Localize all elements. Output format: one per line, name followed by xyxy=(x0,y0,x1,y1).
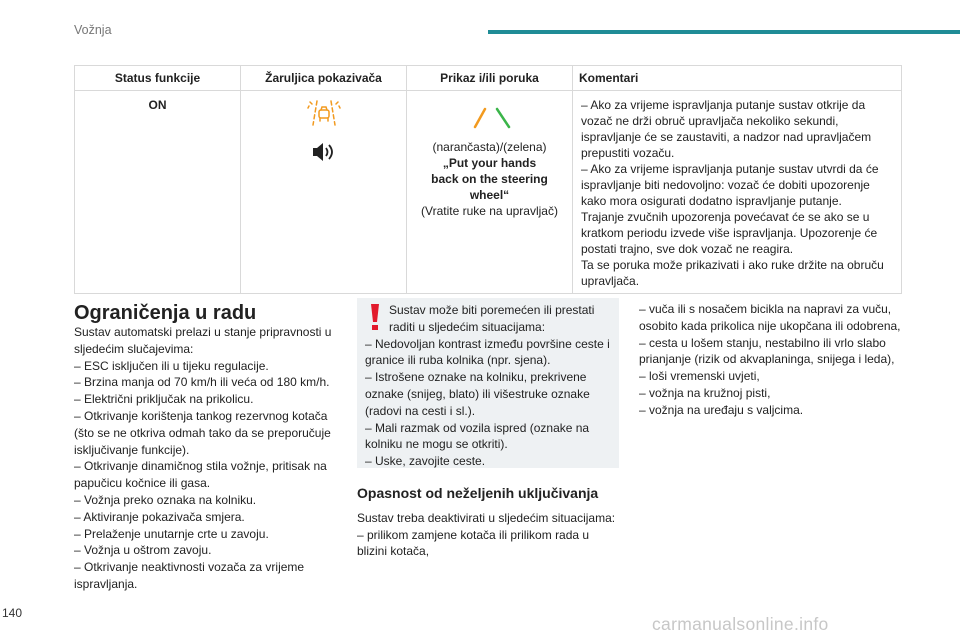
list-item: – ESC isključen ili u tijeku regulacije. xyxy=(74,358,269,373)
section-header: Vožnja xyxy=(74,23,112,37)
warning-box xyxy=(357,298,619,468)
list-item: – Vožnja preko oznaka na kolniku. xyxy=(74,492,257,507)
lane-lines-icon xyxy=(455,103,525,129)
message-cell xyxy=(407,91,573,294)
list-item: – Mali razmak od vozila ispred (oznake na kolniku ne mogu se otkriti). xyxy=(365,420,590,452)
comment-2: – Ako za vrijeme ispravljanja putanje sustav utvrdi da će ispravljanje biti nedovoljno: vozač će dobiti upozorenje kako mora osigurati dodatno ispravljanje putanje. xyxy=(581,162,879,208)
message-quote: „Put your hands back on the steering wheel“ xyxy=(431,156,548,202)
page-number: 140 xyxy=(2,606,23,620)
comment-3: Trajanje zvučnih upozorenja povećavat će se ako se u kratkom periodu izvede više ispravljanja. Upozorenje će postati trajno, sve dok vozač ne reagira. xyxy=(581,210,878,256)
message-colors: (narančasta)/(zelena) xyxy=(432,140,547,154)
indicator-cell xyxy=(241,91,407,294)
header-display: Prikaz i/ili poruka xyxy=(407,66,573,91)
limits-intro: Sustav automatski prelazi u stanje pripravnosti u sljedećim slučajevima: xyxy=(74,325,332,356)
list-item: – prilikom zamjene kotača ili prilikom rada u blizini kotača, xyxy=(357,527,590,559)
list-item: – vožnja na uređaju s valjcima. xyxy=(639,402,804,417)
list-item: – vožnja na kružnoj pisti, xyxy=(639,385,771,400)
limits-title: Ograničenja u radu xyxy=(74,302,257,324)
comment-1: – Ako za vrijeme ispravljanja putanje sustav otkrije da vozač ne drži obruč upravljača nekoliko sekundi, ispravljanje će se zaustaviti, a nadzor nad upravljačem prepustiti vozaču. xyxy=(581,98,872,160)
list-item: – Prelaženje unutarnje crte u zavoju. xyxy=(74,526,269,541)
list-item: – Otkrivanje neaktivnosti vozača za vrijeme ispravljanja. xyxy=(74,560,305,591)
list-item: – Električni priključak na prikolicu. xyxy=(74,392,254,407)
header-comments: Komentari xyxy=(573,66,902,91)
table-header-row xyxy=(75,66,902,91)
header-indicator: Žaruljica pokazivača xyxy=(241,66,407,91)
list-item: – loši vremenski uvjeti, xyxy=(639,369,760,384)
unwanted-section xyxy=(357,485,621,560)
speaker-icon xyxy=(311,141,337,163)
status-table xyxy=(74,65,902,294)
header-status: Status funkcije xyxy=(75,66,241,91)
list-item: – Brzina manja od 70 km/h ili veća od 180 km/h. xyxy=(74,375,330,390)
warning-intro: Sustav može biti poremećen ili prestati raditi u sljedećim situacijama: xyxy=(389,303,595,334)
list-item: – Nedovoljan kontrast između površine ceste i granice ili ruba kolnika (npr. sjena). xyxy=(365,336,610,368)
comments-cell xyxy=(573,91,902,294)
table-row xyxy=(75,91,902,294)
list-item: – Otkrivanje dinamičnog stila vožnje, pritisak na papučicu kočnice ili gasa. xyxy=(74,459,327,491)
message-translation: (Vratite ruke na upravljač) xyxy=(421,204,558,218)
orange-line-icon xyxy=(475,109,485,127)
watermark: carmanualsonline.info xyxy=(652,614,829,634)
lane-warning-icon xyxy=(307,99,341,129)
limits-column xyxy=(74,302,338,593)
list-item: – vuča ili s nosačem bicikla na napravi za vuču, osobito kada prikolica nije ukopčana ili odobrena, xyxy=(639,302,901,333)
status-on: ON xyxy=(75,91,241,294)
list-item: – cesta u lošem stanju, nestabilno ili vrlo slabo prianjanje (rizik od akvaplaninga, snijega i leda), xyxy=(639,335,895,367)
green-line-icon xyxy=(497,109,509,127)
list-item: – Istrošene oznake na kolniku, prekrivene oznake (snijeg, blato) ili višestruke oznake (radovi na cesti i sl.). xyxy=(365,370,590,418)
unwanted-title: Opasnost od neželjenih uključivanja xyxy=(357,485,599,501)
list-item: – Vožnja u oštrom zavoju. xyxy=(74,543,212,558)
right-column xyxy=(639,301,903,419)
unwanted-intro: Sustav treba deaktivirati u sljedećim situacijama: xyxy=(357,510,616,525)
comment-4: Ta se poruka može prikazivati i ako ruke držite na obruču upravljača. xyxy=(581,258,884,288)
header-accent-bar xyxy=(488,30,960,34)
list-item: – Otkrivanje korištenja tankog rezervnog kotača (što se ne otkriva odmah tako da se preporučuje isključivanje funkcije). xyxy=(74,408,331,457)
list-item: – Uske, zavojite ceste. xyxy=(365,454,486,469)
list-item: – Aktiviranje pokazivača smjera. xyxy=(74,509,245,524)
